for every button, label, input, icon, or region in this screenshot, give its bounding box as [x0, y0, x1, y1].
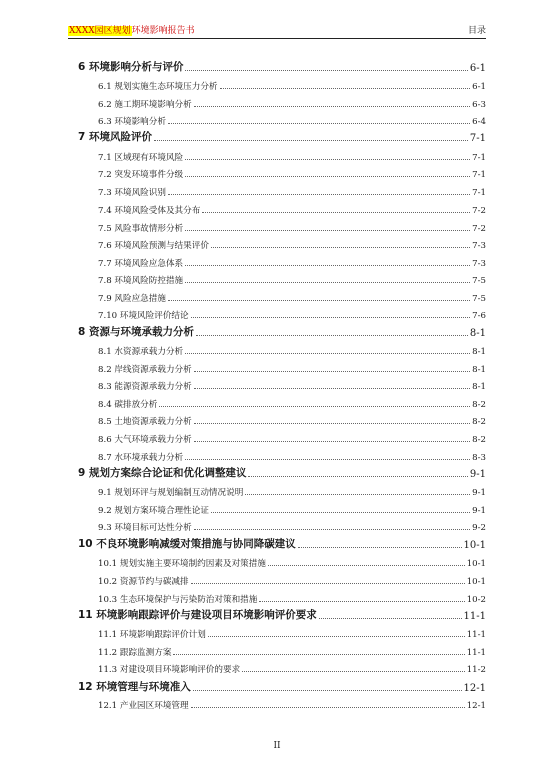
toc-section-entry[interactable] — [98, 661, 486, 675]
toc-entry-title: 6 环境影响分析与评价 — [78, 61, 184, 73]
toc-dot-leader — [168, 300, 470, 301]
toc-dot-leader — [242, 671, 465, 672]
toc-entry-title: 11.2 跟踪监测方案 — [98, 648, 172, 658]
toc-entry-title: 7.5 风险事故情形分析 — [98, 224, 184, 234]
toc-entry-title: 9.3 环境目标可达性分析 — [98, 523, 192, 533]
toc-section-entry[interactable] — [98, 290, 486, 304]
toc-entry-title: 9 规划方案综合论证和优化调整建议 — [78, 467, 247, 479]
toc-entry-page: 6-4 — [472, 117, 486, 127]
toc-entry-title: 7 环境风险评价 — [78, 131, 152, 143]
toc-entry-title: 10.3 生态环境保护与污染防治对策和措施 — [98, 595, 258, 605]
toc-entry-page: 8-2 — [472, 417, 486, 427]
toc-chapter-entry[interactable] — [78, 608, 486, 622]
toc-dot-leader — [185, 353, 470, 354]
toc-section-entry[interactable] — [98, 431, 486, 445]
toc-chapter-entry[interactable] — [78, 130, 486, 144]
toc-entry-page: 6-1 — [469, 63, 486, 74]
toc-section-entry[interactable] — [98, 113, 486, 127]
toc-dot-leader — [191, 707, 465, 708]
toc-dot-leader — [191, 583, 465, 584]
toc-entry-page: 9-1 — [472, 506, 486, 516]
toc-entry-page: 6-3 — [472, 100, 486, 110]
toc-entry-page: 8-2 — [472, 400, 486, 410]
toc-dot-leader — [168, 123, 470, 124]
toc-entry-page: 7-1 — [469, 133, 486, 144]
toc-dot-leader — [202, 212, 470, 213]
toc-entry-title: 11 环境影响跟踪评价与建设项目环境影响评价要求 — [78, 609, 317, 621]
toc-dot-leader — [208, 636, 465, 637]
toc-entry-title: 7.6 环境风险预测与结果评价 — [98, 241, 209, 251]
toc-dot-leader — [185, 265, 470, 266]
toc-section-entry[interactable] — [98, 378, 486, 392]
toc-section-entry[interactable] — [98, 307, 486, 321]
toc-section-entry[interactable] — [98, 96, 486, 110]
toc-dot-leader — [259, 601, 464, 602]
toc-entry-page: 7-5 — [472, 294, 486, 304]
toc-dot-leader — [194, 423, 470, 424]
toc-entry-title: 12.1 产业园区环境管理 — [98, 701, 189, 711]
toc-section-entry[interactable] — [98, 573, 486, 587]
toc-section-entry[interactable] — [98, 449, 486, 463]
toc-section-entry[interactable] — [98, 343, 486, 357]
toc-entry-page: 9-1 — [472, 488, 486, 498]
toc-entry-title: 7.2 突发环境事件分级 — [98, 170, 184, 180]
toc-dot-leader — [298, 547, 462, 548]
toc-entry-title: 11.1 环境影响跟踪评价计划 — [98, 630, 206, 640]
toc-section-entry[interactable] — [98, 519, 486, 533]
toc-entry-title: 8 资源与环境承载力分析 — [78, 326, 194, 338]
toc-entry-title: 8.2 岸线资源承载力分析 — [98, 365, 192, 375]
toc-dot-leader — [185, 159, 470, 160]
toc-dot-leader — [185, 282, 470, 283]
toc-entry-page: 8-1 — [469, 328, 486, 339]
toc-entry-page: 11-1 — [463, 611, 486, 622]
toc-section-entry[interactable] — [98, 220, 486, 234]
toc-dot-leader — [194, 441, 470, 442]
toc-entry-page: 7-1 — [472, 153, 486, 163]
toc-dot-leader — [154, 140, 468, 141]
toc-dot-leader — [268, 565, 465, 566]
toc-dot-leader — [168, 194, 470, 195]
toc-dot-leader — [248, 476, 467, 477]
toc-dot-leader — [319, 618, 462, 619]
toc-dot-leader — [194, 371, 470, 372]
toc-section-entry[interactable] — [98, 361, 486, 375]
toc-dot-leader — [185, 230, 470, 231]
toc-entry-page: 10-1 — [466, 559, 486, 569]
toc-section-entry[interactable] — [98, 697, 486, 711]
toc-entry-title: 8.1 水资源承载力分析 — [98, 347, 184, 357]
toc-entry-page: 7-1 — [472, 188, 486, 198]
toc-entry-title: 11.3 对建设项目环境影响评价的要求 — [98, 665, 241, 675]
toc-chapter-entry[interactable] — [78, 680, 486, 694]
toc-entry-page: 11-1 — [466, 648, 486, 658]
toc-chapter-entry[interactable] — [78, 466, 486, 480]
toc-entry-page: 9-1 — [469, 469, 486, 480]
toc-chapter-entry[interactable] — [78, 537, 486, 551]
toc-dot-leader — [193, 690, 462, 691]
toc-entry-title: 8.4 碳排放分析 — [98, 400, 158, 410]
toc-entry-page: 6-1 — [472, 82, 486, 92]
toc-entry-title: 10.1 规划实施主要环境制约因素及对策措施 — [98, 559, 266, 569]
toc-dot-leader — [211, 247, 470, 248]
toc-entry-page: 9-2 — [472, 523, 486, 533]
toc-section-entry[interactable] — [98, 591, 486, 605]
toc-section-entry[interactable] — [98, 484, 486, 498]
toc-entry-title: 7.9 风险应急措施 — [98, 294, 166, 304]
toc-entry-page: 7-2 — [472, 224, 486, 234]
document-title — [68, 23, 195, 36]
toc-entry-title: 9.1 规划环评与规划编制互动情况说明 — [98, 488, 244, 498]
toc-dot-leader — [194, 388, 470, 389]
toc-section-entry[interactable] — [98, 413, 486, 427]
toc-section-entry[interactable] — [98, 149, 486, 163]
toc-section-entry[interactable] — [98, 78, 486, 92]
document-title-highlight: XXXX园区规划 — [69, 25, 131, 36]
toc-entry-title: 7.4 环境风险受体及其分布 — [98, 206, 201, 216]
toc-section-entry[interactable] — [98, 644, 486, 658]
toc-chapter-entry[interactable] — [78, 60, 486, 74]
toc-entry-page: 7-3 — [472, 259, 486, 269]
toc-entry-page: 8-1 — [472, 382, 486, 392]
page-number: II — [273, 741, 281, 751]
toc-chapter-entry[interactable] — [78, 325, 486, 339]
toc-entry-title: 12 环境管理与环境准入 — [78, 681, 191, 693]
toc-entry-page: 7-3 — [472, 241, 486, 251]
toc-entry-title: 7.1 区域现有环境风险 — [98, 153, 184, 163]
toc-entry-title: 7.7 环境风险应急体系 — [98, 259, 184, 269]
toc-entry-title: 8.7 水环境承载力分析 — [98, 453, 184, 463]
toc-entry-title: 6.3 环境影响分析 — [98, 117, 166, 127]
toc-section-entry[interactable] — [98, 184, 486, 198]
toc-dot-leader — [220, 88, 471, 89]
toc-entry-page: 7-1 — [472, 170, 486, 180]
toc-entry-page: 8-3 — [472, 453, 486, 463]
toc-section-entry[interactable] — [98, 555, 486, 569]
toc-entry-page: 12-1 — [466, 701, 486, 711]
toc-dot-leader — [211, 512, 470, 513]
toc-section-entry[interactable] — [98, 396, 486, 410]
toc-entry-title: 8.3 能源资源承载力分析 — [98, 382, 192, 392]
document-title-rest: 环境影响报告书 — [131, 25, 195, 36]
toc-entry-page: 8-1 — [472, 365, 486, 375]
toc-entry-title: 8.6 大气环境承载力分析 — [98, 435, 192, 445]
toc-section-entry[interactable] — [98, 502, 486, 516]
toc-dot-leader — [196, 335, 468, 336]
toc-section-entry[interactable] — [98, 202, 486, 216]
toc-section-entry[interactable] — [98, 272, 486, 286]
toc-dot-leader — [185, 70, 467, 71]
toc-entry-page: 7-5 — [472, 276, 486, 286]
toc-entry-title: 7.8 环境风险防控措施 — [98, 276, 184, 286]
toc-section-entry[interactable] — [98, 237, 486, 251]
toc-dot-leader — [185, 459, 470, 460]
toc-entry-page: 8-1 — [472, 347, 486, 357]
toc-entry-title: 10.2 资源节约与碳减排 — [98, 577, 189, 587]
toc-entry-page: 10-1 — [463, 540, 486, 551]
toc-section-entry[interactable] — [98, 626, 486, 640]
toc-entry-title: 7.3 环境风险识别 — [98, 188, 166, 198]
toc-entry-title: 6.1 规划实施生态环境压力分析 — [98, 82, 218, 92]
toc-section-entry[interactable] — [98, 166, 486, 180]
toc-entry-page: 11-2 — [466, 665, 486, 675]
toc-entry-page: 7-6 — [472, 311, 486, 321]
toc-entry-title: 6.2 施工期环境影响分析 — [98, 100, 192, 110]
toc-dot-leader — [245, 494, 470, 495]
toc-dot-leader — [194, 106, 470, 107]
toc-entry-title: 9.2 规划方案环境合理性论证 — [98, 506, 209, 516]
toc-entry-page: 8-2 — [472, 435, 486, 445]
header-section-label: 目录 — [467, 25, 486, 36]
toc-dot-leader — [194, 529, 470, 530]
toc-entry-page: 7-2 — [472, 206, 486, 216]
toc-entry-page: 12-1 — [463, 683, 486, 694]
toc-entry-page: 10-2 — [466, 595, 486, 605]
toc-dot-leader — [159, 406, 470, 407]
toc-dot-leader — [173, 654, 464, 655]
page-header — [68, 20, 486, 39]
toc-entry-page: 10-1 — [466, 577, 486, 587]
toc-entry-title: 10 不良环境影响减缓对策措施与协同降碳建议 — [78, 538, 296, 550]
toc-entry-title: 7.10 环境风险评价结论 — [98, 311, 189, 321]
toc-entry-title: 8.5 土地资源承载力分析 — [98, 417, 192, 427]
toc-dot-leader — [185, 176, 470, 177]
toc-section-entry[interactable] — [98, 255, 486, 269]
toc-dot-leader — [191, 317, 471, 318]
toc-entry-page: 11-1 — [466, 630, 486, 640]
